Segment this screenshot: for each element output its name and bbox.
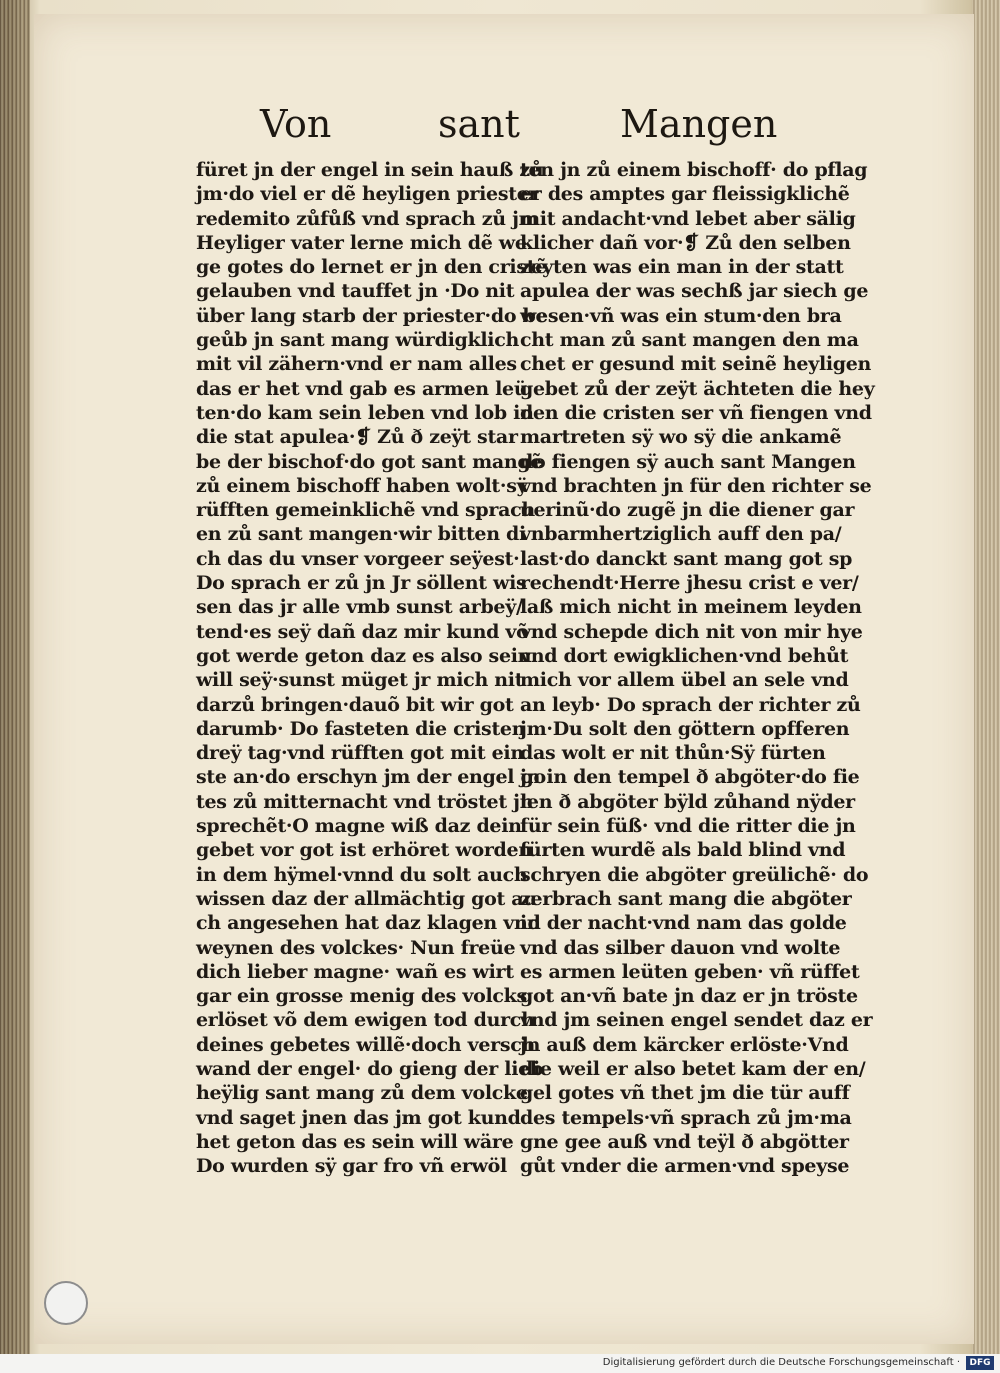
text-line: zerbrach sant mang die abgöter (520, 887, 852, 910)
text-line: mit vil zähern·vnd er nam alles (196, 353, 517, 376)
text-line: füret jn der engel in sein hauß zů (196, 159, 544, 181)
text-line: deines gebetes willẽ·doch versch (196, 1033, 536, 1056)
dfg-logo: DFG (966, 1356, 994, 1370)
text-line: heÿlig sant mang zů dem volcke (196, 1082, 528, 1105)
text-line: wissen daz der allmächtig got au (196, 887, 537, 910)
text-line: in der nacht·vnd nam das golde (520, 912, 847, 935)
text-line: klicher dañ vor·❡ Zů den selben (520, 231, 851, 254)
text-line: gne gee auß vnd teÿl ð abgötter (520, 1130, 849, 1153)
text-line: den die cristen ser vñ fiengen vnd (520, 401, 872, 424)
text-line: ten·do kam sein leben vnd lob in (196, 401, 534, 424)
text-line: jn in den tempel ð abgöter·do fie (520, 766, 860, 789)
text-line: vnd jm seinen engel sendet daz er (520, 1009, 873, 1032)
text-line: ste an·do erschyn jm der engel go (196, 766, 546, 789)
text-line: dich lieber magne· wañ es wirt (196, 960, 514, 983)
text-line: chet er gesund mit seinẽ heyligen (520, 353, 872, 376)
text-line: weynen des volckes· Nun freüe (196, 936, 516, 959)
text-line: got werde geton daz es also sein (196, 644, 532, 667)
text-line: vnd dort ewigklichen·vnd behůt (520, 644, 849, 667)
text-line: het geton das es sein will wäre (196, 1130, 514, 1153)
running-head-left: Von (260, 102, 332, 146)
text-line: er des amptes gar fleissigklichẽ (520, 183, 850, 206)
text-line: fürten wurdẽ als bald blind vnd (520, 839, 846, 862)
text-line: jm·Du solt den göttern opfferen (520, 717, 850, 740)
text-line: martreten sÿ wo sÿ die ankamẽ (520, 426, 842, 449)
text-line: gar ein grosse menig des volcks (196, 985, 527, 1008)
text-line: ch angesehen hat daz klagen vnd (196, 912, 541, 935)
text-line: will seÿ·sunst müget jr mich nit (196, 669, 524, 692)
text-line: das er het vnd gab es armen leü (196, 377, 528, 400)
footer-credit: Digitalisierung gefördert durch die Deutsche Forschungsgemeinschaft · (602, 1357, 960, 1368)
text-column-right (520, 158, 875, 1178)
text-line: do fiengen sÿ auch sant Mangen (520, 450, 856, 473)
running-head-middle: sant (438, 102, 520, 146)
text-line: Do wurden sÿ gar fro vñ erwöl (196, 1155, 507, 1178)
text-line: die weil er also betet kam der en/ (520, 1057, 866, 1080)
text-line: gůt vnder die armen·vnd speyse (520, 1155, 850, 1178)
text-line: Do sprach er zů jn Jr söllent wis (196, 572, 527, 595)
text-line: gel gotes vñ thet jm die tür auff (520, 1082, 850, 1105)
text-line: zeyten was ein man in der statt (520, 256, 844, 279)
text-line: en zů sant mangen·wir bitten di (196, 523, 526, 546)
text-line: tes zů mitternacht vnd tröstet jn (196, 790, 534, 813)
text-line: last·do danckt sant mang got sp (520, 547, 853, 570)
text-line: mit andacht·vnd lebet aber sälig (520, 207, 856, 230)
page-stack-right-edge (972, 0, 1000, 1354)
text-line: vnd schepde dich nit von mir hye (520, 620, 863, 643)
text-line: darzů bringen·dauõ bit wir got (196, 693, 514, 716)
text-line: über lang starb der priester·do be (196, 304, 548, 327)
text-line: an leyb· Do sprach der richter zů (520, 693, 861, 716)
running-head (220, 102, 780, 152)
text-line: vnd das silber dauon vnd wolte (520, 936, 841, 959)
text-line: vnd saget jnen das jm got kund (196, 1106, 521, 1129)
text-line: das wolt er nit thůn·Sÿ fürten (520, 742, 826, 765)
text-line: rechendt·Herre jhesu crist e ver/ (520, 572, 859, 595)
text-line: schryen die abgöter greülichẽ· do (520, 863, 869, 886)
footer-bar (0, 1354, 1000, 1373)
page-corner-mark (44, 1281, 88, 1325)
text-line: sprechẽt·O magne wiß daz dein (196, 815, 522, 838)
text-line: uerinũ·do zugẽ jn die diener gar (520, 499, 855, 522)
running-head-right: Mangen (620, 102, 778, 146)
text-line: geůb jn sant mang würdigklich (196, 329, 519, 352)
text-line: apulea der was sechß jar siech ge (520, 280, 869, 303)
text-line: tend·es seÿ dañ daz mir kund võ (196, 620, 529, 643)
text-line: die stat apulea·❡ Zů ð zeÿt star (196, 426, 518, 449)
text-line: jm·do viel er dẽ heyligen priester (196, 183, 539, 206)
text-line: jn auß dem kärcker erlöste·Vnd (520, 1033, 849, 1056)
text-line: wesen·vñ was ein stum·den bra (520, 304, 842, 327)
text-line: in dem hÿmel·vnnd du solt auch (196, 863, 528, 886)
text-line: vnd brachten jn für den richter se (520, 474, 872, 497)
text-line: sen das jr alle vmb sunst arbeÿ/ (196, 596, 523, 619)
text-line: gebet vor got ist erhöret worden (196, 839, 532, 862)
text-line: gelauben vnd tauffet jn ·Do nit (196, 280, 515, 303)
text-line: laß mich nicht in meinem leyden (520, 596, 862, 619)
text-line: Heyliger vater lerne mich dẽ we (196, 231, 527, 254)
text-line: darumb· Do fasteten die cristen (196, 717, 526, 740)
text-column-left (196, 158, 548, 1178)
text-line: ge gotes do lernet er jn den cristẽ (196, 256, 547, 279)
page-stack-left-edge (0, 0, 30, 1354)
text-line: es armen leüten geben· vñ rüffet (520, 960, 860, 983)
text-line: got an·vñ bate jn daz er jn tröste (520, 985, 858, 1008)
text-line: zů einem bischoff haben wolt·sÿ (196, 474, 528, 497)
text-line: erlöset võ dem ewigen tod durch (196, 1009, 535, 1032)
text-line: gebet zů der zeÿt ächteten die hey (520, 377, 875, 400)
text-line: ch das du vnser vorgeer seÿest· (196, 547, 520, 570)
text-line: rüfften gemeinklichẽ vnd sprach (196, 499, 535, 522)
text-line: mich vor allem übel an sele vnd (520, 669, 849, 692)
text-line: wand der engel· do gieng der lieb (196, 1057, 543, 1080)
text-line: des tempels·vñ sprach zů jm·ma (520, 1106, 852, 1129)
text-line: für sein füß· vnd die ritter die jn (520, 815, 856, 838)
text-line: cht man zů sant mangen den ma (520, 329, 859, 352)
text-line: be der bischof·do got sant mangẽ (196, 450, 543, 473)
text-line: len ð abgöter bÿld zůhand nÿder (520, 790, 855, 813)
text-line: ten jn zů einem bischoff· do pflag (520, 159, 868, 181)
text-line: vnbarmhertziglich auff den pa/ (520, 523, 842, 546)
text-line: dreÿ tag·vnd rüfften got mit ein (196, 742, 524, 765)
text-line: redemito zůfůß vnd sprach zů jm (196, 207, 539, 230)
